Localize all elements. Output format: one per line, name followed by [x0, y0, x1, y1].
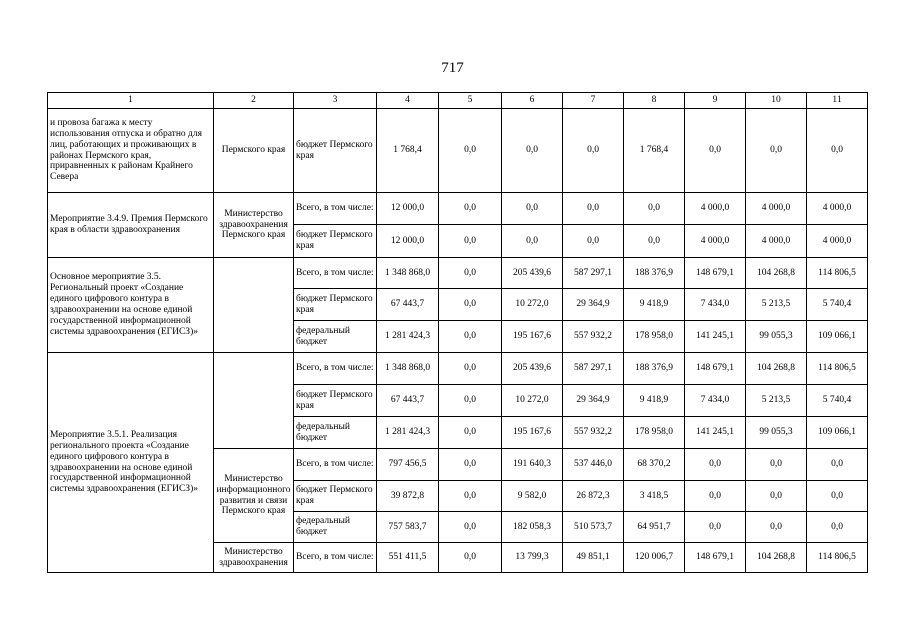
amount-cell: 510 573,7	[563, 512, 624, 543]
amount-cell: 1 348 868,0	[377, 353, 439, 385]
amount-cell: 148 679,1	[685, 258, 746, 289]
amount-cell: 0,0	[439, 353, 502, 385]
amount-cell: 1 768,4	[624, 109, 685, 193]
column-header: 7	[563, 93, 624, 109]
amount-cell: 0,0	[746, 481, 807, 512]
amount-cell: 205 439,6	[502, 353, 563, 385]
table-row	[48, 258, 868, 289]
amount-cell: 4 000,0	[685, 225, 746, 258]
amount-cell: 0,0	[502, 109, 563, 193]
column-header: 9	[685, 93, 746, 109]
table-row	[48, 193, 868, 225]
amount-cell: 12 000,0	[377, 193, 439, 225]
amount-cell: 0,0	[439, 385, 502, 417]
funding-source-cell: бюджет Пермского края	[294, 109, 377, 193]
amount-cell: 0,0	[807, 481, 868, 512]
amount-cell: 757 583,7	[377, 512, 439, 543]
amount-cell: 148 679,1	[685, 353, 746, 385]
amount-cell: 148 679,1	[685, 543, 746, 573]
amount-cell: 188 376,9	[624, 353, 685, 385]
executor-cell: Пермского края	[214, 109, 294, 193]
measure-name-cell: и провоза багажа к месту использования отпуска и обратно для лиц, работающих и проживающих в районах Пермского края, приравненных к районам Крайнего Севера	[48, 109, 214, 193]
amount-cell: 7 434,0	[685, 289, 746, 321]
amount-cell: 114 806,5	[807, 258, 868, 289]
amount-cell: 99 055,3	[746, 321, 807, 353]
amount-cell: 797 456,5	[377, 449, 439, 481]
amount-cell: 0,0	[624, 225, 685, 258]
amount-cell: 587 297,1	[563, 258, 624, 289]
amount-cell: 5 213,5	[746, 385, 807, 417]
amount-cell: 1 348 868,0	[377, 258, 439, 289]
executor-cell: Министерство здравоохранения Пермского края	[214, 193, 294, 258]
amount-cell: 0,0	[746, 449, 807, 481]
column-header: 3	[294, 93, 377, 109]
amount-cell: 4 000,0	[746, 193, 807, 225]
amount-cell: 0,0	[685, 512, 746, 543]
amount-cell: 0,0	[685, 481, 746, 512]
column-header: 6	[502, 93, 563, 109]
amount-cell: 0,0	[746, 512, 807, 543]
amount-cell: 29 364,9	[563, 289, 624, 321]
amount-cell: 99 055,3	[746, 417, 807, 449]
amount-cell: 10 272,0	[502, 289, 563, 321]
amount-cell: 205 439,6	[502, 258, 563, 289]
amount-cell: 9 418,9	[624, 289, 685, 321]
amount-cell: 114 806,5	[807, 543, 868, 573]
executor-cell: Министерство здравоохранения	[214, 543, 294, 573]
amount-cell: 4 000,0	[746, 225, 807, 258]
amount-cell: 0,0	[563, 225, 624, 258]
amount-cell: 0,0	[439, 321, 502, 353]
amount-cell: 67 443,7	[377, 289, 439, 321]
amount-cell: 5 740,4	[807, 289, 868, 321]
column-header: 1	[48, 93, 214, 109]
amount-cell: 12 000,0	[377, 225, 439, 258]
column-header: 2	[214, 93, 294, 109]
amount-cell: 1 768,4	[377, 109, 439, 193]
funding-source-cell: бюджет Пермского края	[294, 289, 377, 321]
amount-cell: 557 932,2	[563, 321, 624, 353]
amount-cell: 3 418,5	[624, 481, 685, 512]
column-header: 5	[439, 93, 502, 109]
amount-cell: 0,0	[439, 193, 502, 225]
amount-cell: 0,0	[439, 449, 502, 481]
amount-cell: 0,0	[439, 417, 502, 449]
funding-source-cell: Всего, в том числе:	[294, 193, 377, 225]
amount-cell: 109 066,1	[807, 321, 868, 353]
amount-cell: 0,0	[624, 193, 685, 225]
amount-cell: 104 268,8	[746, 543, 807, 573]
amount-cell: 7 434,0	[685, 385, 746, 417]
funding-source-cell: Всего, в том числе:	[294, 353, 377, 385]
funding-source-cell: Всего, в том числе:	[294, 543, 377, 573]
amount-cell: 0,0	[439, 225, 502, 258]
funding-source-cell: Всего, в том числе:	[294, 449, 377, 481]
amount-cell: 0,0	[685, 449, 746, 481]
column-header: 8	[624, 93, 685, 109]
column-header: 10	[746, 93, 807, 109]
amount-cell: 0,0	[746, 109, 807, 193]
amount-cell: 0,0	[439, 481, 502, 512]
funding-source-cell: бюджет Пермского края	[294, 481, 377, 512]
amount-cell: 178 958,0	[624, 321, 685, 353]
amount-cell: 4 000,0	[807, 193, 868, 225]
amount-cell: 0,0	[502, 225, 563, 258]
amount-cell: 104 268,8	[746, 258, 807, 289]
funding-source-cell: бюджет Пермского края	[294, 225, 377, 258]
amount-cell: 26 872,3	[563, 481, 624, 512]
amount-cell: 0,0	[439, 512, 502, 543]
amount-cell: 0,0	[502, 193, 563, 225]
amount-cell: 1 281 424,3	[377, 321, 439, 353]
funding-source-cell: федеральный бюджет	[294, 321, 377, 353]
amount-cell: 104 268,8	[746, 353, 807, 385]
amount-cell: 1 281 424,3	[377, 417, 439, 449]
measure-name-cell: Основное мероприятие 3.5. Региональный проект «Создание единого цифрового контура в здравоохранении на основе единой государственной информационной системы здравоохранения (ЕГИСЗ)»	[48, 258, 214, 353]
amount-cell: 537 446,0	[563, 449, 624, 481]
amount-cell: 195 167,6	[502, 321, 563, 353]
amount-cell: 178 958,0	[624, 417, 685, 449]
amount-cell: 5 213,5	[746, 289, 807, 321]
amount-cell: 39 872,8	[377, 481, 439, 512]
header-row	[48, 93, 868, 109]
amount-cell: 557 932,2	[563, 417, 624, 449]
funding-source-cell: Всего, в том числе:	[294, 258, 377, 289]
column-header: 4	[377, 93, 439, 109]
amount-cell: 4 000,0	[685, 193, 746, 225]
table-body	[48, 109, 868, 573]
amount-cell: 0,0	[439, 109, 502, 193]
amount-cell: 49 851,1	[563, 543, 624, 573]
executor-cell: Министерство информационного развития и связи Пермского края	[214, 449, 294, 543]
measure-name-cell: Мероприятие 3.5.1. Реализация регионального проекта «Создание единого цифрового контура в здравоохранении на основе единой государственной информационной системы здравоохранения (ЕГИСЗ)»	[48, 353, 214, 573]
amount-cell: 0,0	[807, 109, 868, 193]
amount-cell: 0,0	[439, 289, 502, 321]
amount-cell: 0,0	[563, 193, 624, 225]
amount-cell: 10 272,0	[502, 385, 563, 417]
measure-name-cell: Мероприятие 3.4.9. Премия Пермского края в области здравоохранения	[48, 193, 214, 258]
amount-cell: 0,0	[807, 449, 868, 481]
amount-cell: 188 376,9	[624, 258, 685, 289]
amount-cell: 68 370,2	[624, 449, 685, 481]
funding-source-cell: бюджет Пермского края	[294, 385, 377, 417]
amount-cell: 5 740,4	[807, 385, 868, 417]
table-row	[48, 109, 868, 193]
amount-cell: 64 951,7	[624, 512, 685, 543]
amount-cell: 109 066,1	[807, 417, 868, 449]
amount-cell: 120 006,7	[624, 543, 685, 573]
executor-cell	[214, 353, 294, 449]
amount-cell: 587 297,1	[563, 353, 624, 385]
amount-cell: 141 245,1	[685, 417, 746, 449]
amount-cell: 114 806,5	[807, 353, 868, 385]
budget-table	[47, 92, 868, 573]
executor-cell	[214, 258, 294, 353]
amount-cell: 29 364,9	[563, 385, 624, 417]
amount-cell: 0,0	[685, 109, 746, 193]
amount-cell: 4 000,0	[807, 225, 868, 258]
amount-cell: 0,0	[439, 258, 502, 289]
funding-source-cell: федеральный бюджет	[294, 512, 377, 543]
table-row	[48, 353, 868, 385]
funding-source-cell: федеральный бюджет	[294, 417, 377, 449]
amount-cell: 551 411,5	[377, 543, 439, 573]
amount-cell: 195 167,6	[502, 417, 563, 449]
amount-cell: 0,0	[807, 512, 868, 543]
amount-cell: 9 418,9	[624, 385, 685, 417]
amount-cell: 13 799,3	[502, 543, 563, 573]
amount-cell: 191 640,3	[502, 449, 563, 481]
amount-cell: 0,0	[439, 543, 502, 573]
amount-cell: 67 443,7	[377, 385, 439, 417]
amount-cell: 9 582,0	[502, 481, 563, 512]
page-number: 717	[441, 60, 464, 76]
amount-cell: 182 058,3	[502, 512, 563, 543]
amount-cell: 141 245,1	[685, 321, 746, 353]
column-header: 11	[807, 93, 868, 109]
amount-cell: 0,0	[563, 109, 624, 193]
